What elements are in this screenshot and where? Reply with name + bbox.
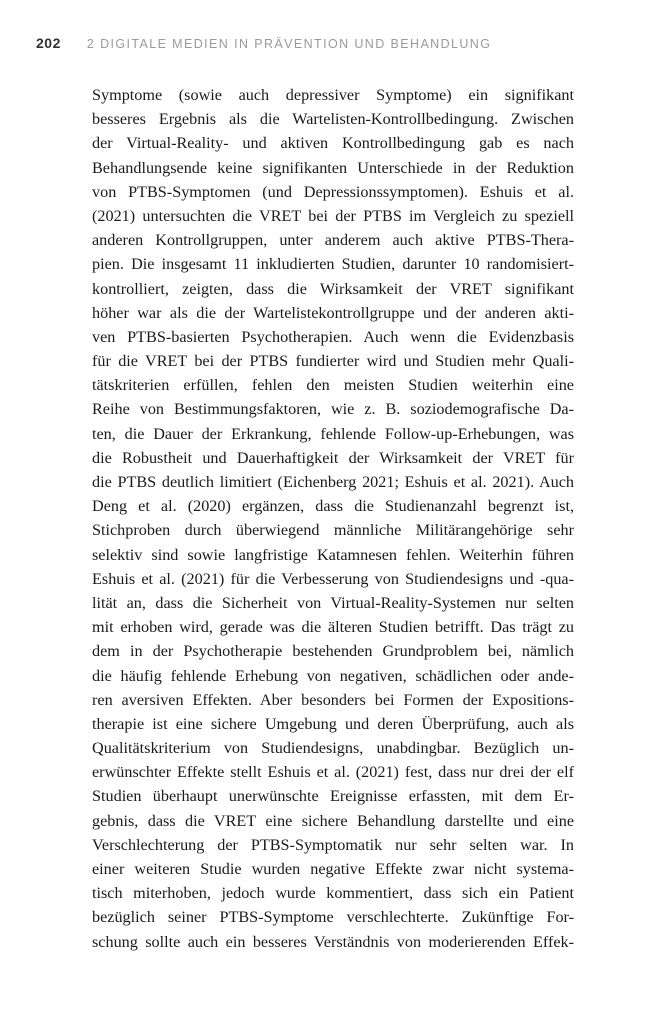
text-line: der Virtual-Reality- und aktiven Kontrollbedingung gab es nach (92, 134, 574, 153)
text-line: Reihe von Bestimmungsfaktoren, wie z. B. soziodemografische Da- (92, 400, 574, 419)
text-line: für die VRET bei der PTBS fundierter wird und Studien mehr Quali- (92, 352, 574, 371)
text-line: von PTBS-Symptomen (und Depressionssymptomen). Eshuis et al. (92, 182, 574, 201)
text-line: erwünschter Effekte stellt Eshuis et al. (2021) fest, dass nur drei der elf (92, 763, 574, 782)
text-line: Eshuis et al. (2021) für die Verbesserung von Studiendesigns und -qua- (92, 569, 574, 588)
text-line: pien. Die insgesamt 11 inkludierten Studien, darunter 10 randomisiert- (92, 255, 574, 274)
text-line: Verschlechterung der PTBS-Symptomatik nur sehr selten war. In (92, 835, 574, 854)
running-header (36, 35, 491, 53)
text-line: tätskriterien erfüllen, fehlen den meisten Studien weiterhin eine (92, 376, 574, 395)
text-line: anderen Kontrollgruppen, unter anderem auch aktive PTBS-Thera- (92, 231, 574, 250)
text-line: Stichproben durch überwiegend männliche Militärangehörige sehr (92, 521, 574, 540)
text-line: einer weiteren Studie wurden negative Effekte zwar nicht systema- (92, 860, 574, 878)
text-line: therapie ist eine sichere Umgebung und deren Überprüfung, auch als (92, 714, 574, 733)
text-line: tisch miterhoben, jedoch wurde kommentiert, dass sich ein Patient (92, 884, 574, 903)
text-line: die häufig fehlende Erhebung von negativen, schädlichen oder ande- (92, 666, 574, 685)
text-line: gebnis, dass die VRET eine sichere Behandlung darstellte und eine (92, 811, 574, 830)
text-line: ven PTBS-basierten Psychotherapien. Auch wenn die Evidenzbasis (92, 327, 574, 346)
text-line: (2021) untersuchten die VRET bei der PTBS im Vergleich zu speziell (92, 206, 574, 225)
text-line: Deng et al. (2020) ergänzen, dass die Studienanzahl begrenzt ist, (92, 497, 574, 516)
text-line: Behandlungsende keine signifikanten Unterschiede in der Reduktion (92, 158, 574, 177)
page-number: 202 (36, 35, 61, 51)
text-line: ten, die Dauer der Erkrankung, fehlende Follow-up-Erhebungen, was (92, 424, 574, 443)
text-line: selektiv sind sowie langfristige Katamnesen fehlen. Weiterhin führen (92, 545, 574, 564)
text-line: schung sollte auch ein besseres Verständnis von moderierenden Effek- (92, 932, 574, 951)
text-line: kontrolliert, zeigten, dass die Wirksamkeit der VRET signifikant (92, 279, 574, 298)
text-line: mit erhoben wird, gerade was die älteren Studien betrifft. Das trägt zu (92, 618, 574, 637)
text-line: Qualitätskriterium von Studiendesigns, unabdingbar. Bezüglich un- (92, 739, 574, 758)
text-line: dem in der Psychotherapie bestehenden Grundproblem bei, nämlich (92, 642, 574, 661)
text-line: die Robustheit und Dauerhaftigkeit der Wirksamkeit der VRET für (92, 448, 574, 467)
text-line: höher war als die der Wartelistekontrollgruppe und der anderen akti- (92, 303, 574, 322)
text-line: Symptome (sowie auch depressiver Symptome) ein signifikant (92, 86, 574, 104)
text-line: die PTBS deutlich limitiert (Eichenberg 2021; Eshuis et al. 2021). Auch (92, 473, 574, 491)
text-line: ren aversiven Effekten. Aber besonders bei Formen der Expositions- (92, 690, 574, 709)
body-paragraph (92, 83, 574, 954)
chapter-title: 2 DIGITALE MEDIEN IN PRÄVENTION UND BEHANDLUNG (86, 37, 492, 51)
text-line: besseres Ergebnis als die Wartelisten-Kontrollbedingung. Zwischen (92, 110, 574, 129)
text-line: lität an, dass die Sicherheit von Virtual-Reality-Systemen nur selten (92, 593, 574, 612)
text-line: bezüglich seiner PTBS-Symptome verschlechterte. Zukünftige For- (92, 908, 574, 927)
text-line: Studien überhaupt unerwünschte Ereignisse erfassten, mit dem Er- (92, 787, 574, 806)
